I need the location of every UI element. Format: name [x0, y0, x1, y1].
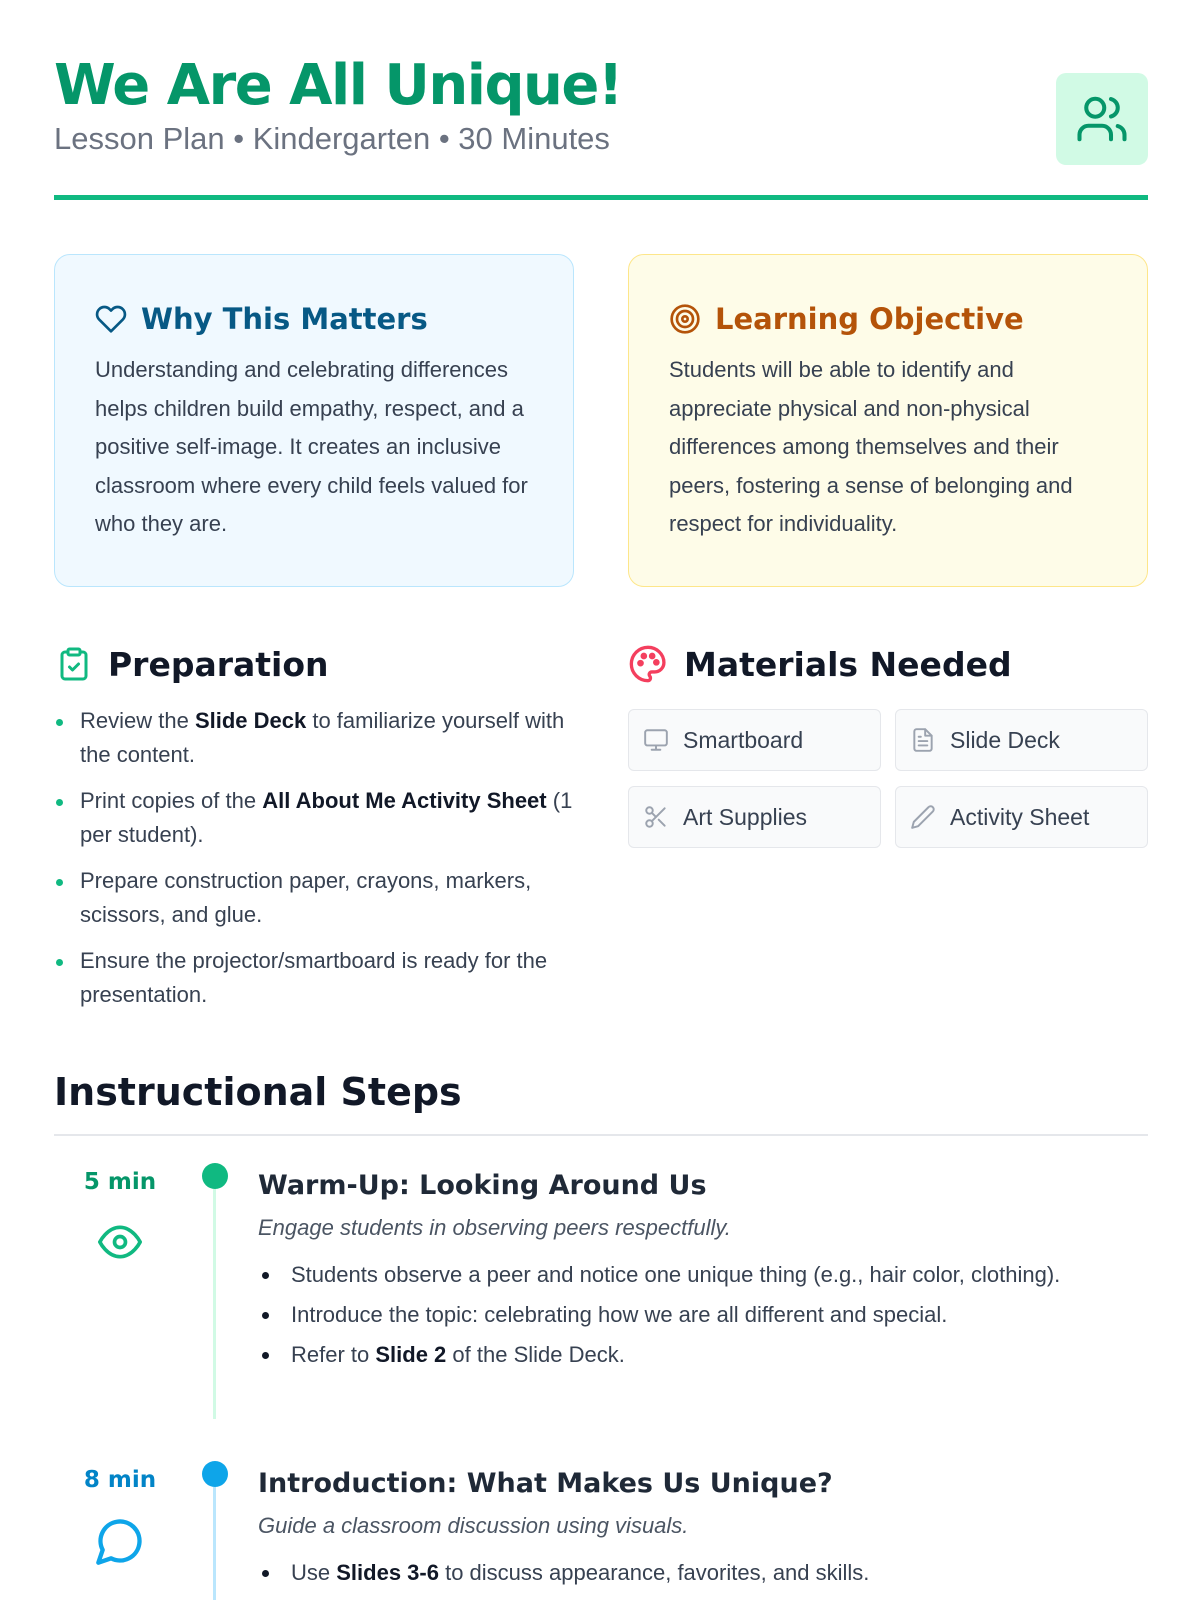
divider	[54, 1134, 1148, 1136]
material-art-supplies	[628, 786, 881, 848]
step-title: Warm-Up: Looking Around Us	[258, 1170, 707, 1201]
step-bullet: Students observe a peer and notice one unique thing (e.g., hair color, clothing).	[258, 1255, 1148, 1295]
step-content	[258, 1170, 1148, 1375]
preparation-item: Review the Slide Deck to familiarize yourself with the content.	[54, 704, 574, 772]
timeline-dot	[202, 1163, 228, 1189]
pencil-icon	[910, 804, 936, 830]
materials-title: Materials Needed	[684, 644, 1012, 684]
material-slide-deck	[895, 709, 1148, 771]
step-bullets	[258, 1255, 1148, 1375]
step-bullets	[258, 1553, 1148, 1593]
material-smartboard	[628, 709, 881, 771]
preparation-item: Print copies of the All About Me Activity Sheet (1 per student).	[54, 784, 574, 852]
why-body: Understanding and celebrating differences helps children build empathy, respect, and a positive self-image. It creates an inclusive classroom where every child feels valued for who they are.	[95, 357, 528, 536]
preparation-list	[54, 704, 574, 1024]
step-bullet: Use Slides 3-6 to discuss appearance, favorites, and skills.	[258, 1553, 1148, 1593]
step-content	[258, 1468, 1148, 1593]
step-duration: 8 min	[83, 1467, 157, 1493]
timeline-line	[213, 1189, 216, 1419]
clipboard-check-icon	[56, 644, 92, 684]
material-label: Smartboard	[683, 726, 804, 753]
timeline-dot	[202, 1461, 228, 1487]
page-title: We Are All Unique!	[54, 53, 622, 118]
preparation-item: Ensure the projector/smartboard is ready for the presentation.	[54, 944, 574, 1012]
timeline-line	[213, 1487, 216, 1600]
document-icon	[910, 727, 936, 753]
step-icon-wrap	[55, 1220, 185, 1264]
eye-icon	[94, 1220, 146, 1264]
material-label: Slide Deck	[950, 726, 1060, 753]
heart-icon	[95, 303, 127, 335]
preparation-item: Prepare construction paper, crayons, markers, scissors, and glue.	[54, 864, 574, 932]
step-icon-wrap	[55, 1515, 185, 1567]
objective-title: Learning Objective	[715, 302, 1024, 336]
objective-body: Students will be able to identify and appreciate physical and non-physical differences among themselves and their peers, fostering a sense of belonging and respect for individuality.	[669, 357, 1073, 536]
step-duration: 5 min	[83, 1169, 157, 1195]
page-header	[54, 52, 1148, 200]
materials-header	[628, 644, 1012, 684]
step-description: Guide a classroom discussion using visuals.	[258, 1513, 689, 1538]
header-badge	[1056, 73, 1148, 165]
material-label: Activity Sheet	[950, 803, 1090, 830]
step-bullet: Refer to Slide 2 of the Slide Deck.	[258, 1335, 1148, 1375]
preparation-header	[56, 644, 329, 684]
step-description: Engage students in observing peers respectfully.	[258, 1215, 731, 1240]
materials-grid	[628, 709, 1148, 848]
preparation-title: Preparation	[108, 644, 329, 684]
scissors-icon	[643, 804, 669, 830]
material-activity-sheet	[895, 786, 1148, 848]
steps-title: Instructional Steps	[54, 1070, 462, 1114]
users-icon	[1075, 92, 1129, 146]
why-title: Why This Matters	[141, 302, 428, 336]
page-subtitle: Lesson Plan • Kindergarten • 30 Minutes	[54, 121, 610, 156]
monitor-icon	[643, 727, 669, 753]
target-icon	[669, 303, 701, 335]
material-label: Art Supplies	[683, 803, 808, 830]
step-title: Introduction: What Makes Us Unique?	[258, 1468, 833, 1499]
chat-bubble-icon	[94, 1515, 146, 1567]
learning-objective-card	[628, 254, 1148, 587]
why-this-matters-card	[54, 254, 574, 587]
step-bullet: Introduce the topic: celebrating how we are all different and special.	[258, 1295, 1148, 1335]
palette-icon	[628, 644, 668, 684]
